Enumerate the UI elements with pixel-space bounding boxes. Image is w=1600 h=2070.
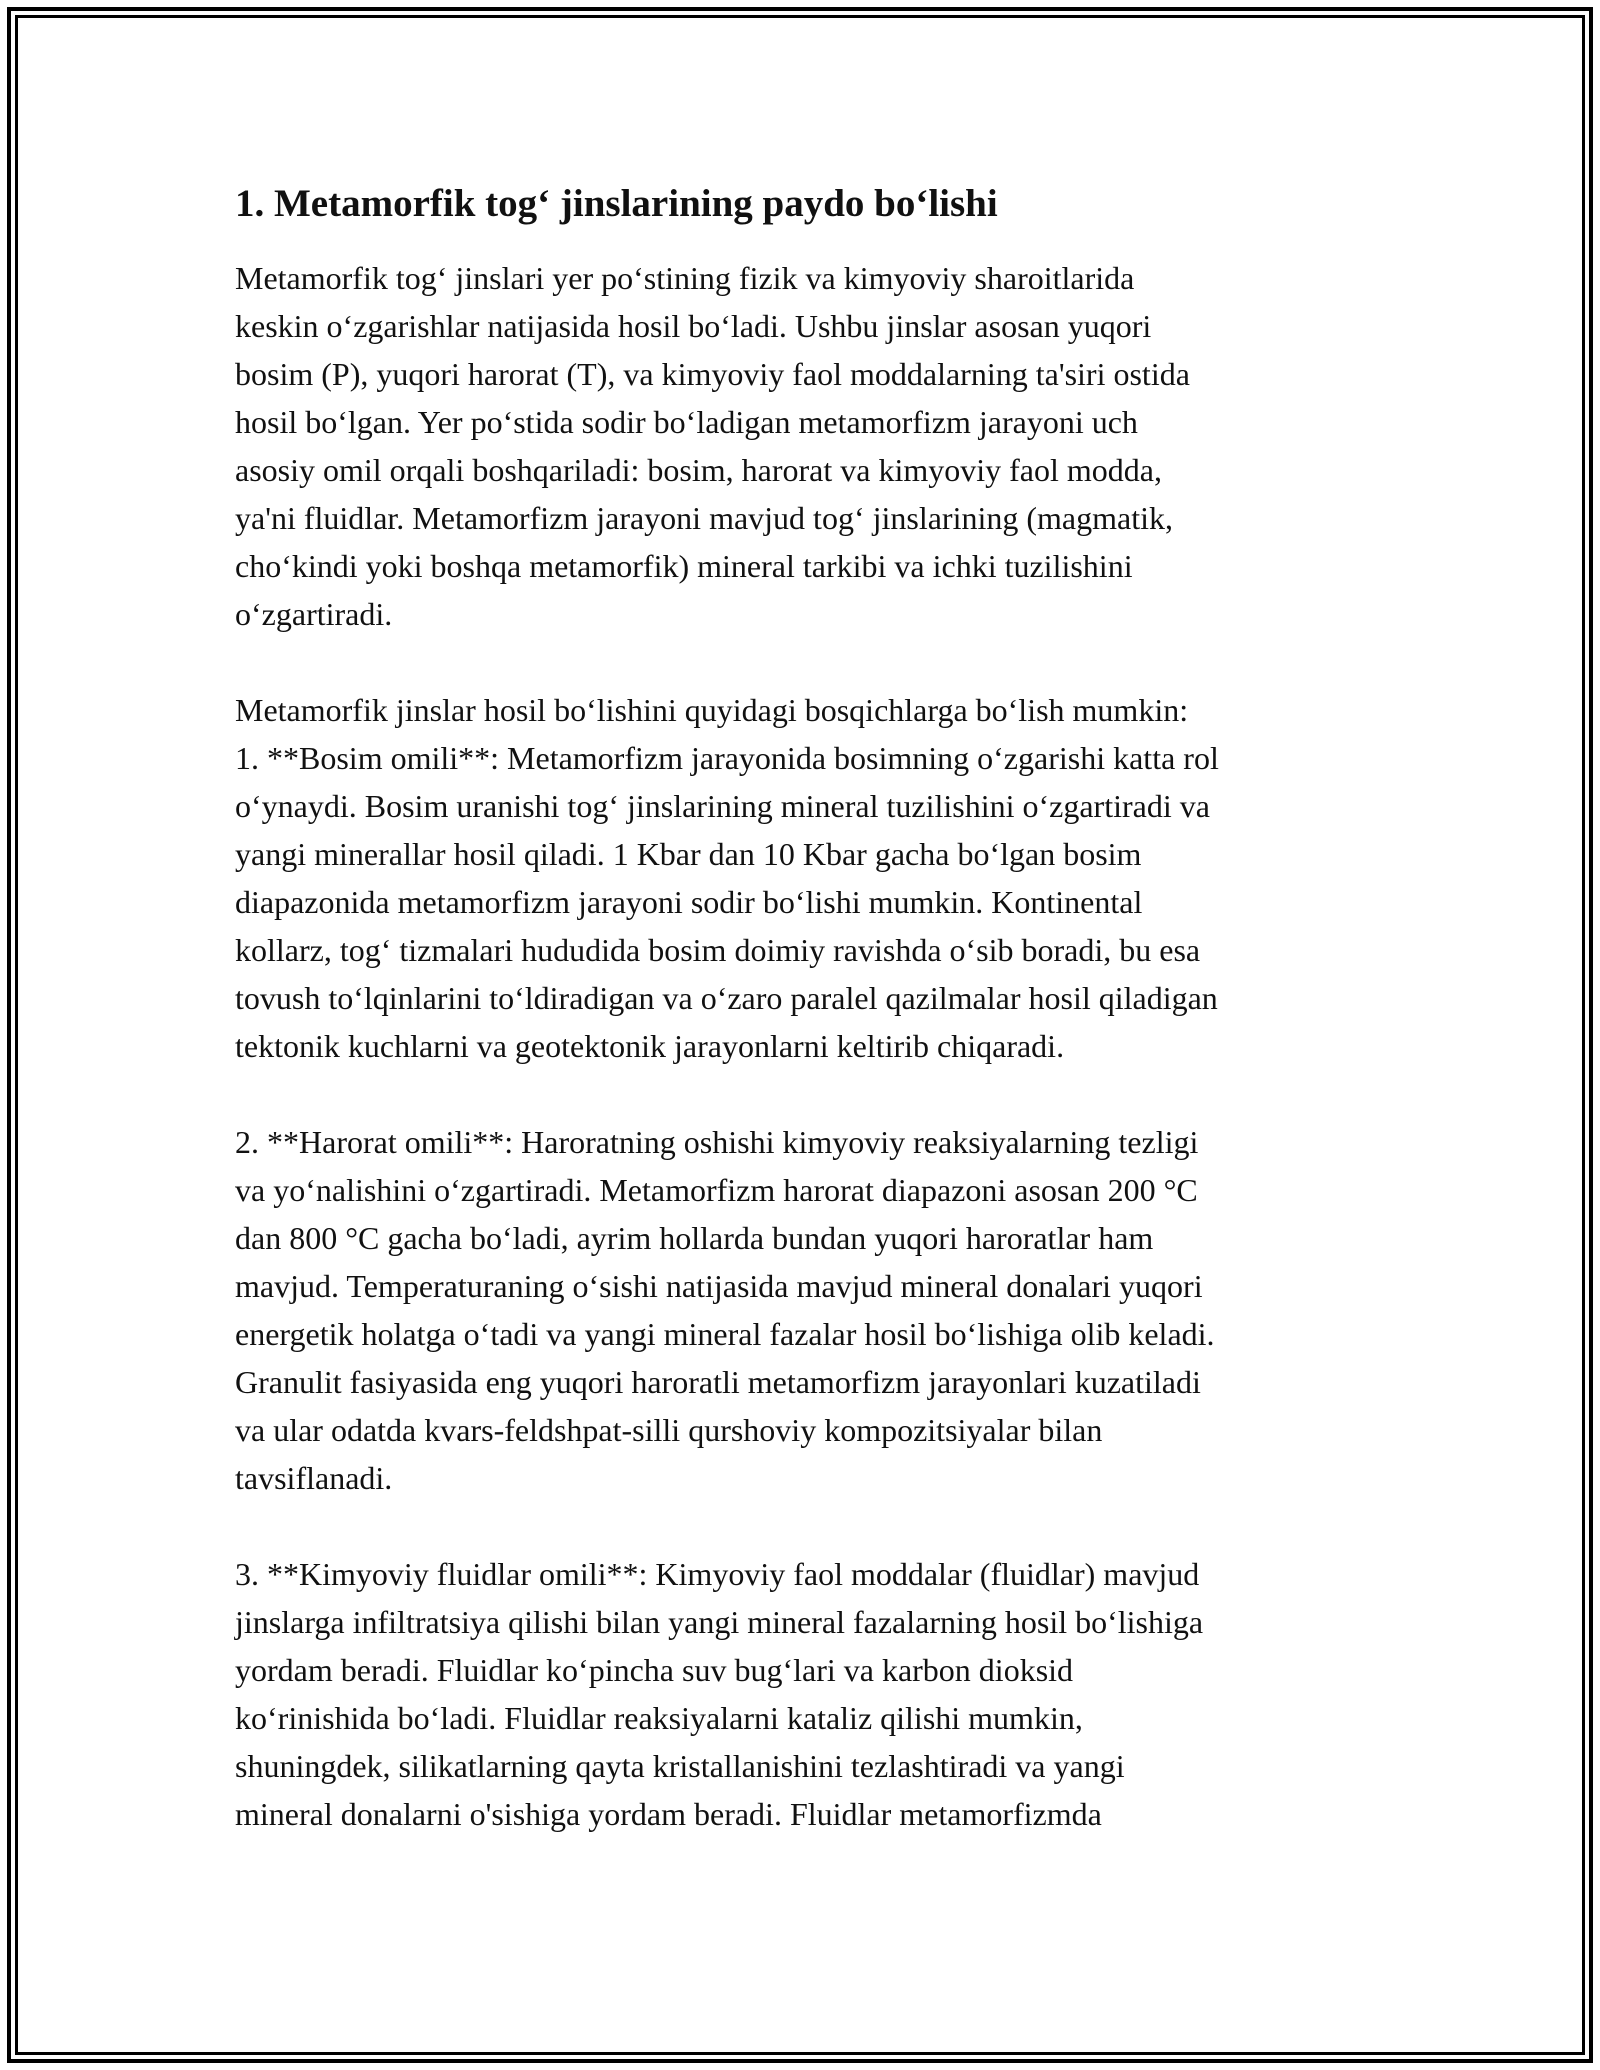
document-body xyxy=(235,180,1375,1838)
paragraph-intro: Metamorfik tog‘ jinslari yer po‘stining fizik va kimyoviy sharoitlarida keskin o‘zgarishlar natijasida hosil bo‘ladi. Ushbu jinslar asosan yuqori bosim (P), yuqori harorat (T), va kimyoviy faol moddalarning ta'siri ostida hosil bo‘lgan. Yer po‘stida sodir bo‘ladigan metamorfizm jarayoni uch asosiy omil orqali boshqariladi: bosim, harorat va kimyoviy faol modda, ya'ni fluidlar. Metamorfizm jarayoni mavjud tog‘ jinslarining (magmatik, cho‘kindi yoki boshqa metamorfik) mineral tarkibi va ichki tuzilishini o‘zgartiradi. xyxy=(235,260,1190,632)
paragraph-temperature-factor: 2. **Harorat omili**: Haroratning oshishi kimyoviy reaksiyalarning tezligi va yo‘nalishini o‘zgartiradi. Metamorfizm harorat diapazoni asosan 200 °C dan 800 °C gacha bo‘ladi, ayrim hollarda bundan yuqori haroratlar ham mavjud. Temperaturaning o‘sishi natijasida mavjud mineral donalari yuqori energetik holatga o‘tadi va yangi mineral fazalar hosil bo‘lishiga olib keladi. Granulit fasiyasida eng yuqori haroratli metamorfizm jarayonlari kuzatiladi va ular odatda kvars-feldshpat-silli qurshoviy kompozitsiyalar bilan tavsiflanadi. xyxy=(235,1124,1215,1496)
paragraph-fluids-factor: 3. **Kimyoviy fluidlar omili**: Kimyoviy faol moddalar (fluidlar) mavjud jinslarga infiltratsiya qilishi bilan yangi mineral fazalarning hosil bo‘lishiga yordam beradi. Fluidlar ko‘pincha suv bug‘lari va karbon dioksid ko‘rinishida bo‘ladi. Fluidlar reaksiyalarni kataliz qilishi mumkin, shuningdek, silikatlarning qayta kristallanishini tezlashtiradi va yangi mineral donalarni o'sishiga yordam beradi. Fluidlar metamorfizmda xyxy=(235,1556,1204,1832)
paragraph-pressure-factor: Metamorfik jinslar hosil bo‘lishini quyidagi bosqichlarga bo‘lish mumkin: 1. **Bosim omili**: Metamorfizm jarayonida bosimning o‘zgarishi katta rol o‘ynaydi. Bosim uranishi tog‘ jinslarining mineral tuzilishini o‘zgartiradi va yangi minerallar hosil qiladi. 1 Kbar dan 10 Kbar gacha bo‘lgan bosim diapazonida metamorfizm jarayoni sodir bo‘lishi mumkin. Kontinental kollarz, tog‘ tizmalari hududida bosim doimiy ravishda o‘sib boradi, bu esa tovush to‘lqinlarini to‘ldiradigan va o‘zaro paralel qazilmalar hosil qiladigan tektonik kuchlarni va geotektonik jarayonlarni keltirib chiqaradi. xyxy=(235,692,1219,1064)
section-title: 1. Metamorfik tog‘ jinslarining paydo bo‘lishi xyxy=(235,182,998,225)
